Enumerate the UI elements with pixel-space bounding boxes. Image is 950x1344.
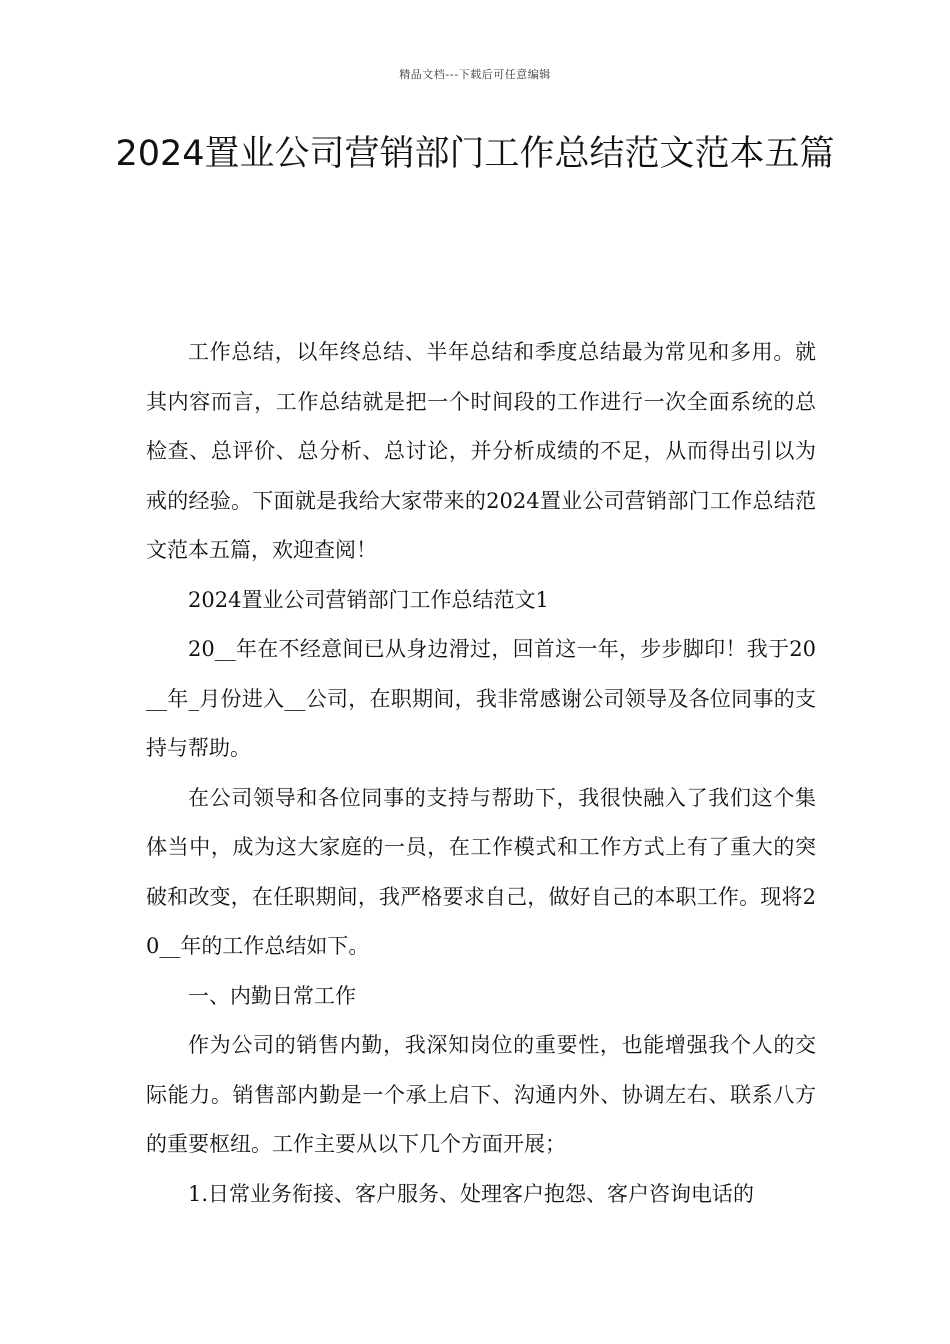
document-title: 2024置业公司营销部门工作总结范文范本五篇 bbox=[115, 134, 835, 174]
header-note: 精品文档---下载后可任意编辑 bbox=[399, 68, 551, 81]
subsection-heading: 一、内勤日常工作 bbox=[188, 983, 356, 1008]
paragraph: 在公司领导和各位同事的支持与帮助下，我很快融入了我们这个集体当中，成为这大家庭的一员，在工作模式和工作方式上有了重大的突破和改变，在任职期间，我严格要求自己，做好自己的本职工作。现将20__年的工作总结如下。 bbox=[146, 785, 816, 958]
section-heading-1: 2024置业公司营销部门工作总结范文1 bbox=[188, 587, 549, 612]
list-item: 1.日常业务衔接、客户服务、处理客户抱怨、客户咨询电话的 bbox=[188, 1181, 755, 1206]
paragraph: 20__年在不经意间已从身边滑过，回首这一年，步步脚印！我于20__年_月份进入__公司，在职期间，我非常感谢公司领导及各位同事的支持与帮助。 bbox=[146, 637, 816, 760]
paragraph-intro: 工作总结，以年终总结、半年总结和季度总结最为常见和多用。就其内容而言，工作总结就是把一个时间段的工作进行一次全面系统的总检查、总评价、总分析、总讨论，并分析成绩的不足，从而得出引以为戒的经验。下面就是我给大家带来的2024置业公司营销部门工作总结范文范本五篇，欢迎查阅！ bbox=[146, 340, 816, 562]
document-body bbox=[146, 328, 816, 1219]
paragraph: 作为公司的销售内勤，我深知岗位的重要性，也能增强我个人的交际能力。销售部内勤是一个承上启下、沟通内外、协调左右、联系八方的重要枢纽。工作主要从以下几个方面开展； bbox=[146, 1033, 816, 1156]
